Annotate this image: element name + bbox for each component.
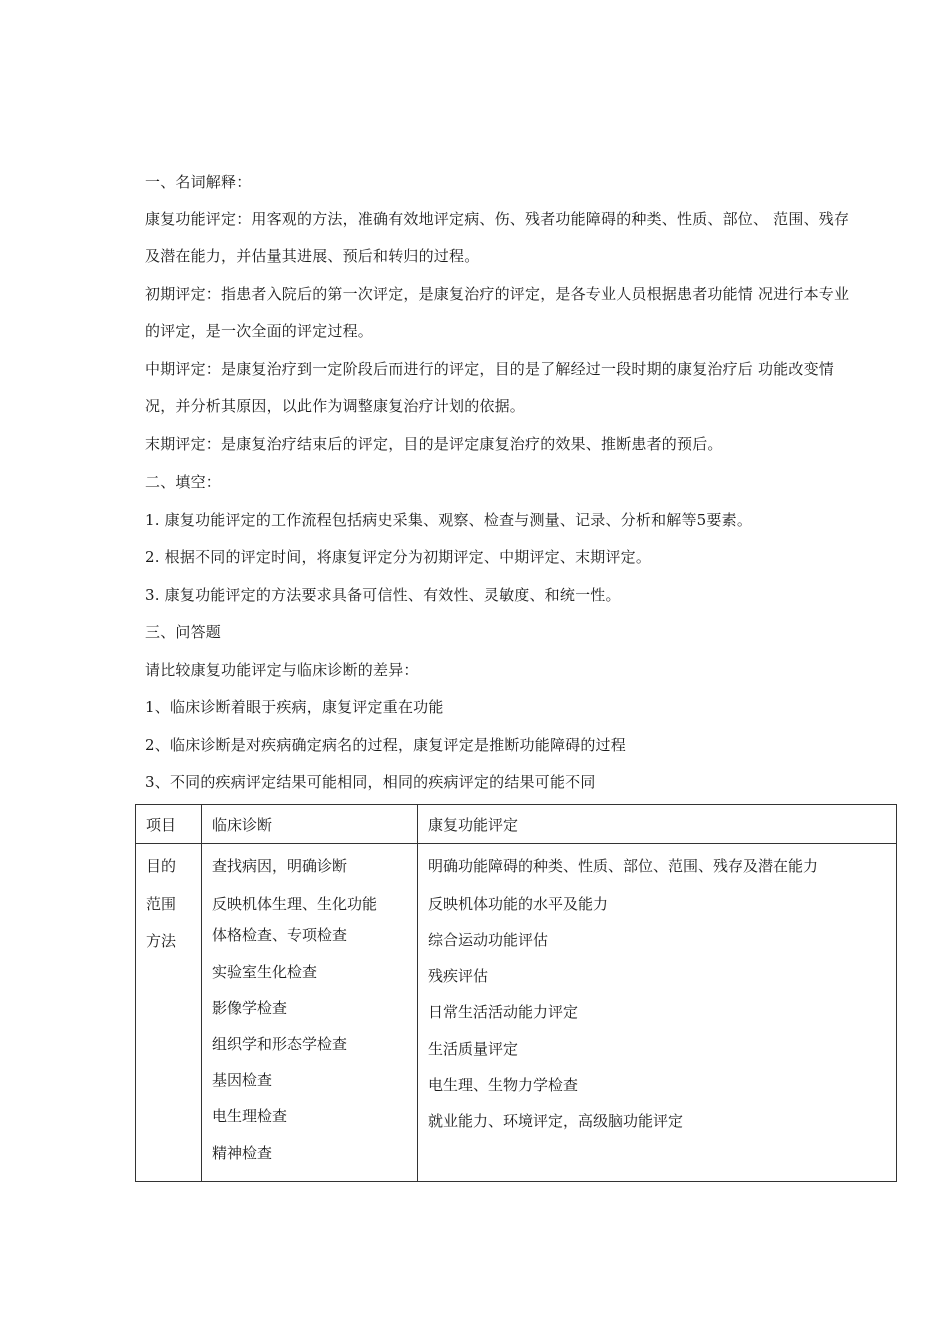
definition-line: 况，并分析其原因，以此作为调整康复治疗计划的依据。 [145,397,526,415]
row-label: 目的 [146,857,177,875]
table-row [136,844,897,1182]
header-label: 项目 [146,816,177,834]
header-label: 康复功能评定 [428,816,519,834]
section-heading-definitions: 一、名词解释： [145,173,252,191]
row-label: 范围 [146,895,177,913]
clinical-item: 影像学检查 [212,999,288,1017]
row-label: 方法 [146,932,177,950]
rehab-item: 就业能力、环境评定，高级脑功能评定 [428,1112,684,1130]
definition-line: 末期评定：是康复治疗结束后的评定，目的是评定康复治疗的效果、推断患者的预后。 [145,435,723,453]
section-heading-qa: 三、问答题 [145,623,222,641]
header-cell-item [136,805,202,844]
header-cell-clinical [202,805,418,844]
table-header-row [136,805,897,844]
rehab-item: 明确功能障碍的种类、性质、部位、范围、残存及潜在能力 [428,857,819,875]
comparison-table [135,804,897,1182]
header-cell-rehab [418,805,897,844]
section-heading-fill-blank: 二、填空： [145,473,222,491]
definition-line: 初期评定：指患者入院后的第一次评定，是康复治疗的评定，是各专业人员根据患者功能情 况进行本专业 [145,285,850,303]
definition-line: 中期评定：是康复治疗到一定阶段后而进行的评定，目的是了解经过一段时期的康复治疗后 功能改变情 [145,360,834,378]
rehab-item: 残疾评估 [428,967,489,985]
fill-blank-item: 2. 根据不同的评定时间，将康复评定分为初期评定、中期评定、末期评定。 [145,548,652,566]
clinical-item: 反映机体生理、生化功能 [212,895,378,913]
question-text: 请比较康复功能评定与临床诊断的差异： [145,661,419,679]
definition-line: 康复功能评定：用客观的方法，准确有效地评定病、伤、残者功能障碍的种类、性质、部位、 范围、残存 [145,210,850,228]
answer-item: 3、不同的疾病评定结果可能相同，相同的疾病评定的结果可能不同 [145,773,596,791]
rehab-item: 生活质量评定 [428,1040,519,1058]
definition-line: 的评定，是一次全面的评定过程。 [145,322,374,340]
clinical-item: 组织学和形态学检查 [212,1035,348,1053]
rehab-item: 综合运动功能评估 [428,931,549,949]
fill-blank-item: 1. 康复功能评定的工作流程包括病史采集、观察、检查与测量、记录、分析和解等5要素。 [145,511,753,529]
clinical-item: 查找病因，明确诊断 [212,857,348,875]
answer-item: 1、临床诊断着眼于疾病，康复评定重在功能 [145,698,444,716]
clinical-item: 精神检查 [212,1144,273,1162]
clinical-cell [202,844,418,1182]
rehab-item: 日常生活活动能力评定 [428,1003,579,1021]
rehab-item: 电生理、生物力学检查 [428,1076,579,1094]
clinical-item: 电生理检查 [212,1107,288,1125]
clinical-item: 体格检查、专项检查 [212,926,348,944]
clinical-item: 实验室生化检查 [212,963,318,981]
answer-item: 2、临床诊断是对疾病确定病名的过程，康复评定是推断功能障碍的过程 [145,736,626,754]
definition-line: 及潜在能力，并估量其进展、预后和转归的过程。 [145,247,480,265]
row-label-cell [136,844,202,1182]
rehab-cell [418,844,897,1182]
header-label: 临床诊断 [212,816,273,834]
fill-blank-item: 3. 康复功能评定的方法要求具备可信性、有效性、灵敏度、和统一性。 [145,586,621,604]
clinical-item: 基因检查 [212,1071,273,1089]
rehab-item: 反映机体功能的水平及能力 [428,895,609,913]
